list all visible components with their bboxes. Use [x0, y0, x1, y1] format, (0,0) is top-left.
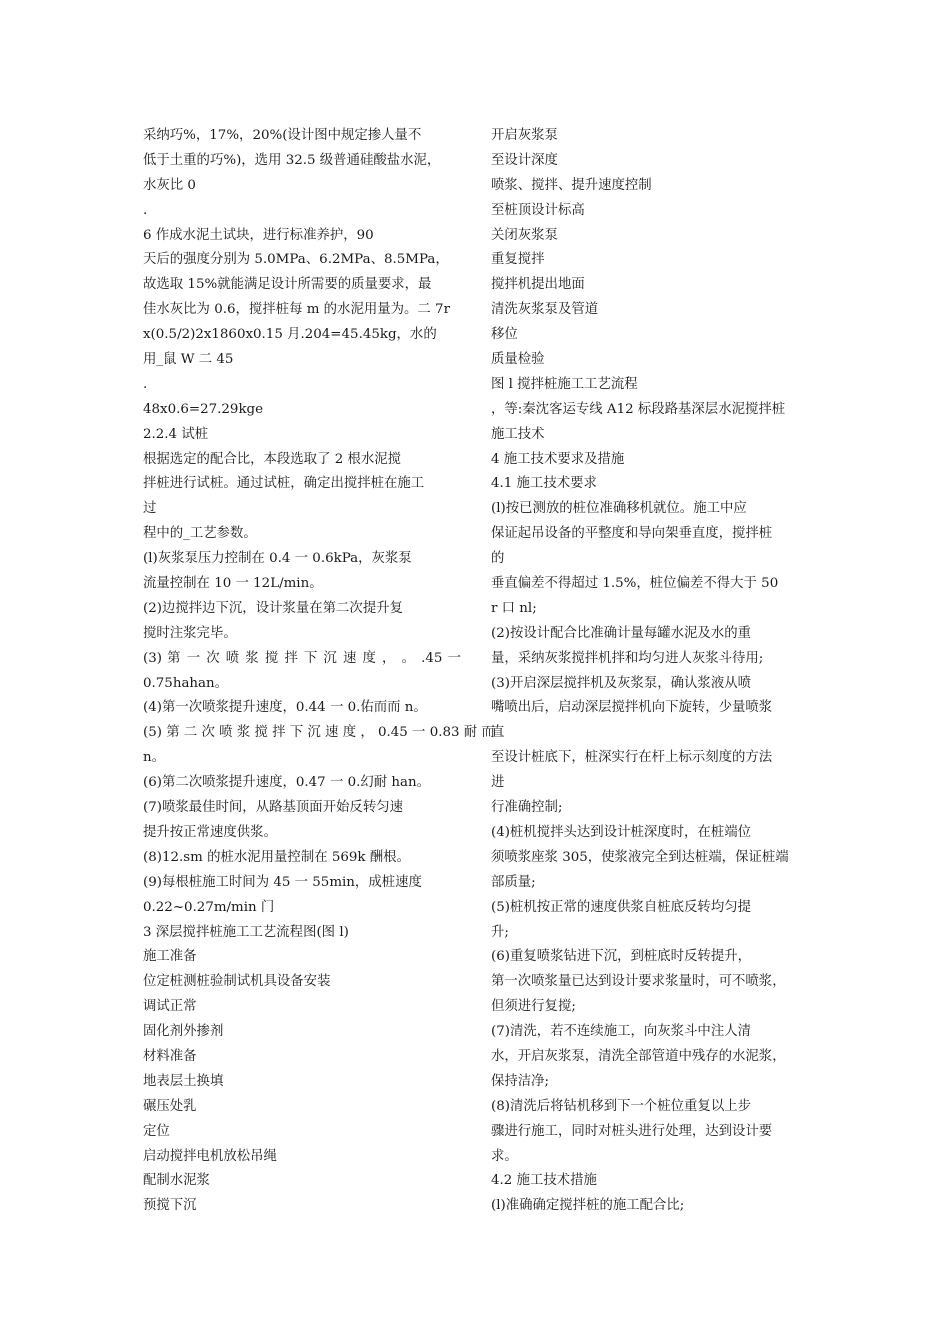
- text-line: r 口 nl;: [491, 600, 537, 616]
- text-line: (6)重复喷浆钻进下沉，到桩底时反转提升，: [491, 949, 751, 965]
- text-line: 调试正常: [143, 999, 197, 1015]
- text-line: 部质量;: [491, 874, 536, 890]
- text-line: (8)12.sm 的桩水泥用量控制在 569k 酬根。: [143, 849, 410, 865]
- text-line: 清洗灰浆泵及管道: [491, 302, 599, 318]
- text-line: 用_鼠 W 二 45: [143, 352, 234, 368]
- text-line: (l)按已测放的桩位准确移机就位。施工中应: [491, 501, 747, 517]
- text-line: 0.22~0.27m/min 门: [143, 899, 275, 915]
- text-line: 升;: [491, 924, 509, 940]
- text-line: 提升按正常速度供浆。: [143, 824, 277, 840]
- text-line: (5)桩机按正常的速度供浆自桩底反转均匀提: [491, 899, 751, 915]
- text-line: (2)边搅拌边下沉，设计浆量在第二次提升复: [143, 600, 403, 616]
- text-line: 过: [143, 501, 157, 517]
- text-line: 4 施工技术要求及措施: [491, 451, 625, 467]
- text-line: 水，开启灰浆泵，清洗全部管道中残存的水泥浆，: [491, 1048, 786, 1064]
- text-line: .: [143, 376, 148, 392]
- text-line: 直: [491, 725, 505, 741]
- text-line: 材料准备: [143, 1048, 197, 1064]
- text-line: x(0.5/2)2x1860x0.15 月.204=45.45kg，水的: [143, 327, 437, 343]
- text-line: 拌桩进行试桩。通过试桩，确定出搅拌桩在施工: [143, 476, 425, 492]
- text-line: 关闭灰浆泵: [491, 227, 558, 243]
- text-line: 故选取 15%就能满足设计所需要的质量要求，最: [143, 277, 432, 293]
- text-line: 搅时注浆完毕。: [143, 625, 237, 641]
- text-line: (l)准确确定搅拌桩的施工配合比;: [491, 1198, 685, 1214]
- text-line: 行准确控制;: [491, 800, 563, 816]
- text-line: (6)第二次喷浆提升速度，0.47 一 0.幻耐 han。: [143, 775, 431, 791]
- text-line: (5) 第 二 次 喷 浆 搅 拌 下 沉 速 度 ， 0.45 一 0.83 耐 而: [143, 725, 495, 741]
- text-line: 地表层土换填: [143, 1073, 224, 1089]
- text-line: 进: [491, 775, 505, 791]
- text-line: 骤进行施工，同时对桩头进行处理，达到设计要: [491, 1123, 773, 1139]
- text-line: 低于土重的巧%)，选用 32.5 级普通硅酸盐水泥，: [143, 152, 441, 168]
- text-line: 4.1 施工技术要求: [491, 476, 597, 492]
- text-line: (3)开启深层搅拌机及灰浆泵，确认浆液从喷: [491, 675, 751, 691]
- text-line: 至设计桩底下，桩深实行在杆上标示刻度的方法: [491, 750, 773, 766]
- text-line: 喷浆、搅拌、提升速度控制: [491, 177, 652, 193]
- text-line: 施工技术: [491, 426, 545, 442]
- text-line: 水灰比 0: [143, 177, 196, 193]
- text-line: 佳水灰比为 0.6，搅拌桩每 m 的水泥用量为。二 7r: [143, 302, 450, 318]
- text-line: 3 深层搅拌桩施工工艺流程图(图 l): [143, 924, 349, 940]
- text-line: 保持洁净;: [491, 1073, 550, 1089]
- text-line: (7)喷浆最佳时间，从路基顶面开始反转匀速: [143, 800, 403, 816]
- text-line: 配制水泥浆: [143, 1173, 210, 1189]
- text-line: 位定桩测桩验制试机具设备安装: [143, 974, 331, 990]
- text-line: 重复搅拌: [491, 252, 545, 268]
- text-line: 第一次喷浆量已达到设计要求浆量时，可不喷浆，: [491, 974, 786, 990]
- text-line: 采纳巧%，17%，20%(设计图中规定掺人量不: [143, 128, 422, 143]
- text-line: 须喷浆座浆 305，使浆液完全到达桩端，保证桩端: [491, 849, 789, 865]
- text-line: 垂直偏差不得超过 1.5%，桩位偏差不得大于 50: [491, 576, 779, 592]
- text-line: (3) 第 一 次 喷 浆 搅 拌 下 沉 速 度 ， 。 .45 一: [143, 650, 461, 666]
- text-line: 图 l 搅拌桩施工工艺流程: [491, 376, 638, 392]
- text-line: 开启灰浆泵: [491, 128, 558, 143]
- text-line: 移位: [491, 327, 518, 343]
- text-line: 嘴喷出后，启动深层搅拌机向下旋转，少量喷浆: [491, 700, 773, 716]
- text-line: 定位: [143, 1123, 170, 1139]
- text-line: 流量控制在 10 一 12L/min。: [143, 576, 323, 592]
- text-line: 2.2.4 试桩: [143, 426, 209, 442]
- text-line: 6 作成水泥土试块，进行标准养护，90: [143, 227, 374, 243]
- text-line: 至设计深度: [491, 152, 558, 168]
- text-line: ，等:秦沈客运专线 A12 标段路基深层水泥搅拌桩: [491, 401, 786, 417]
- text-line: 4.2 施工技术措施: [491, 1173, 597, 1189]
- left-text-column: [143, 124, 495, 1219]
- text-line: (4)桩机搅拌头达到设计桩深度时，在桩端位: [491, 824, 751, 840]
- text-line: (9)每根桩施工时间为 45 一 55min，成桩速度: [143, 874, 422, 890]
- text-line: 碾压处乳: [143, 1098, 197, 1114]
- text-line: 启动搅拌电机放松吊绳: [143, 1148, 277, 1164]
- text-line: (2)按设计配合比准确计量每罐水泥及水的重: [491, 625, 751, 641]
- text-line: .: [143, 202, 148, 218]
- text-line: 量，采纳灰浆搅拌机拌和均匀进人灰浆斗待用;: [491, 650, 764, 666]
- text-line: 预搅下沉: [143, 1198, 197, 1214]
- text-line: n。: [143, 750, 166, 766]
- text-line: 搅拌机提出地面: [491, 277, 585, 293]
- text-line: (4)第一次喷浆提升速度，0.44 一 0.佑而而 n。: [143, 700, 427, 716]
- text-line: 的: [491, 551, 505, 567]
- text-line: 48x0.6=27.29kge: [143, 401, 264, 417]
- text-line: 根据选定的配合比，本段选取了 2 根水泥搅: [143, 451, 402, 467]
- text-line: 保证起吊设备的平整度和导向架垂直度，搅拌桩: [491, 526, 773, 542]
- text-line: 但须进行复搅;: [491, 999, 576, 1015]
- text-line: 质量检验: [491, 352, 545, 368]
- text-line: 施工准备: [143, 949, 197, 965]
- text-line: 固化剂外掺剂: [143, 1024, 224, 1040]
- text-line: 天后的强度分别为 5.0MPa、6.2MPa、8.5MPa，: [143, 252, 449, 268]
- text-line: 至桩顶设计标高: [491, 202, 585, 218]
- text-line: 求。: [491, 1148, 518, 1164]
- text-line: (8)清洗后将钻机移到下一个桩位重复以上步: [491, 1098, 751, 1114]
- text-line: (7)清洗，若不连续施工，向灰浆斗中注人清: [491, 1024, 751, 1040]
- right-text-column: [491, 124, 814, 1219]
- text-line: (l)灰浆泵压力控制在 0.4 一 0.6kPa，灰浆泵: [143, 551, 412, 567]
- text-line: 程中的_工艺参数。: [143, 526, 257, 542]
- text-line: 0.75hahan。: [143, 675, 229, 691]
